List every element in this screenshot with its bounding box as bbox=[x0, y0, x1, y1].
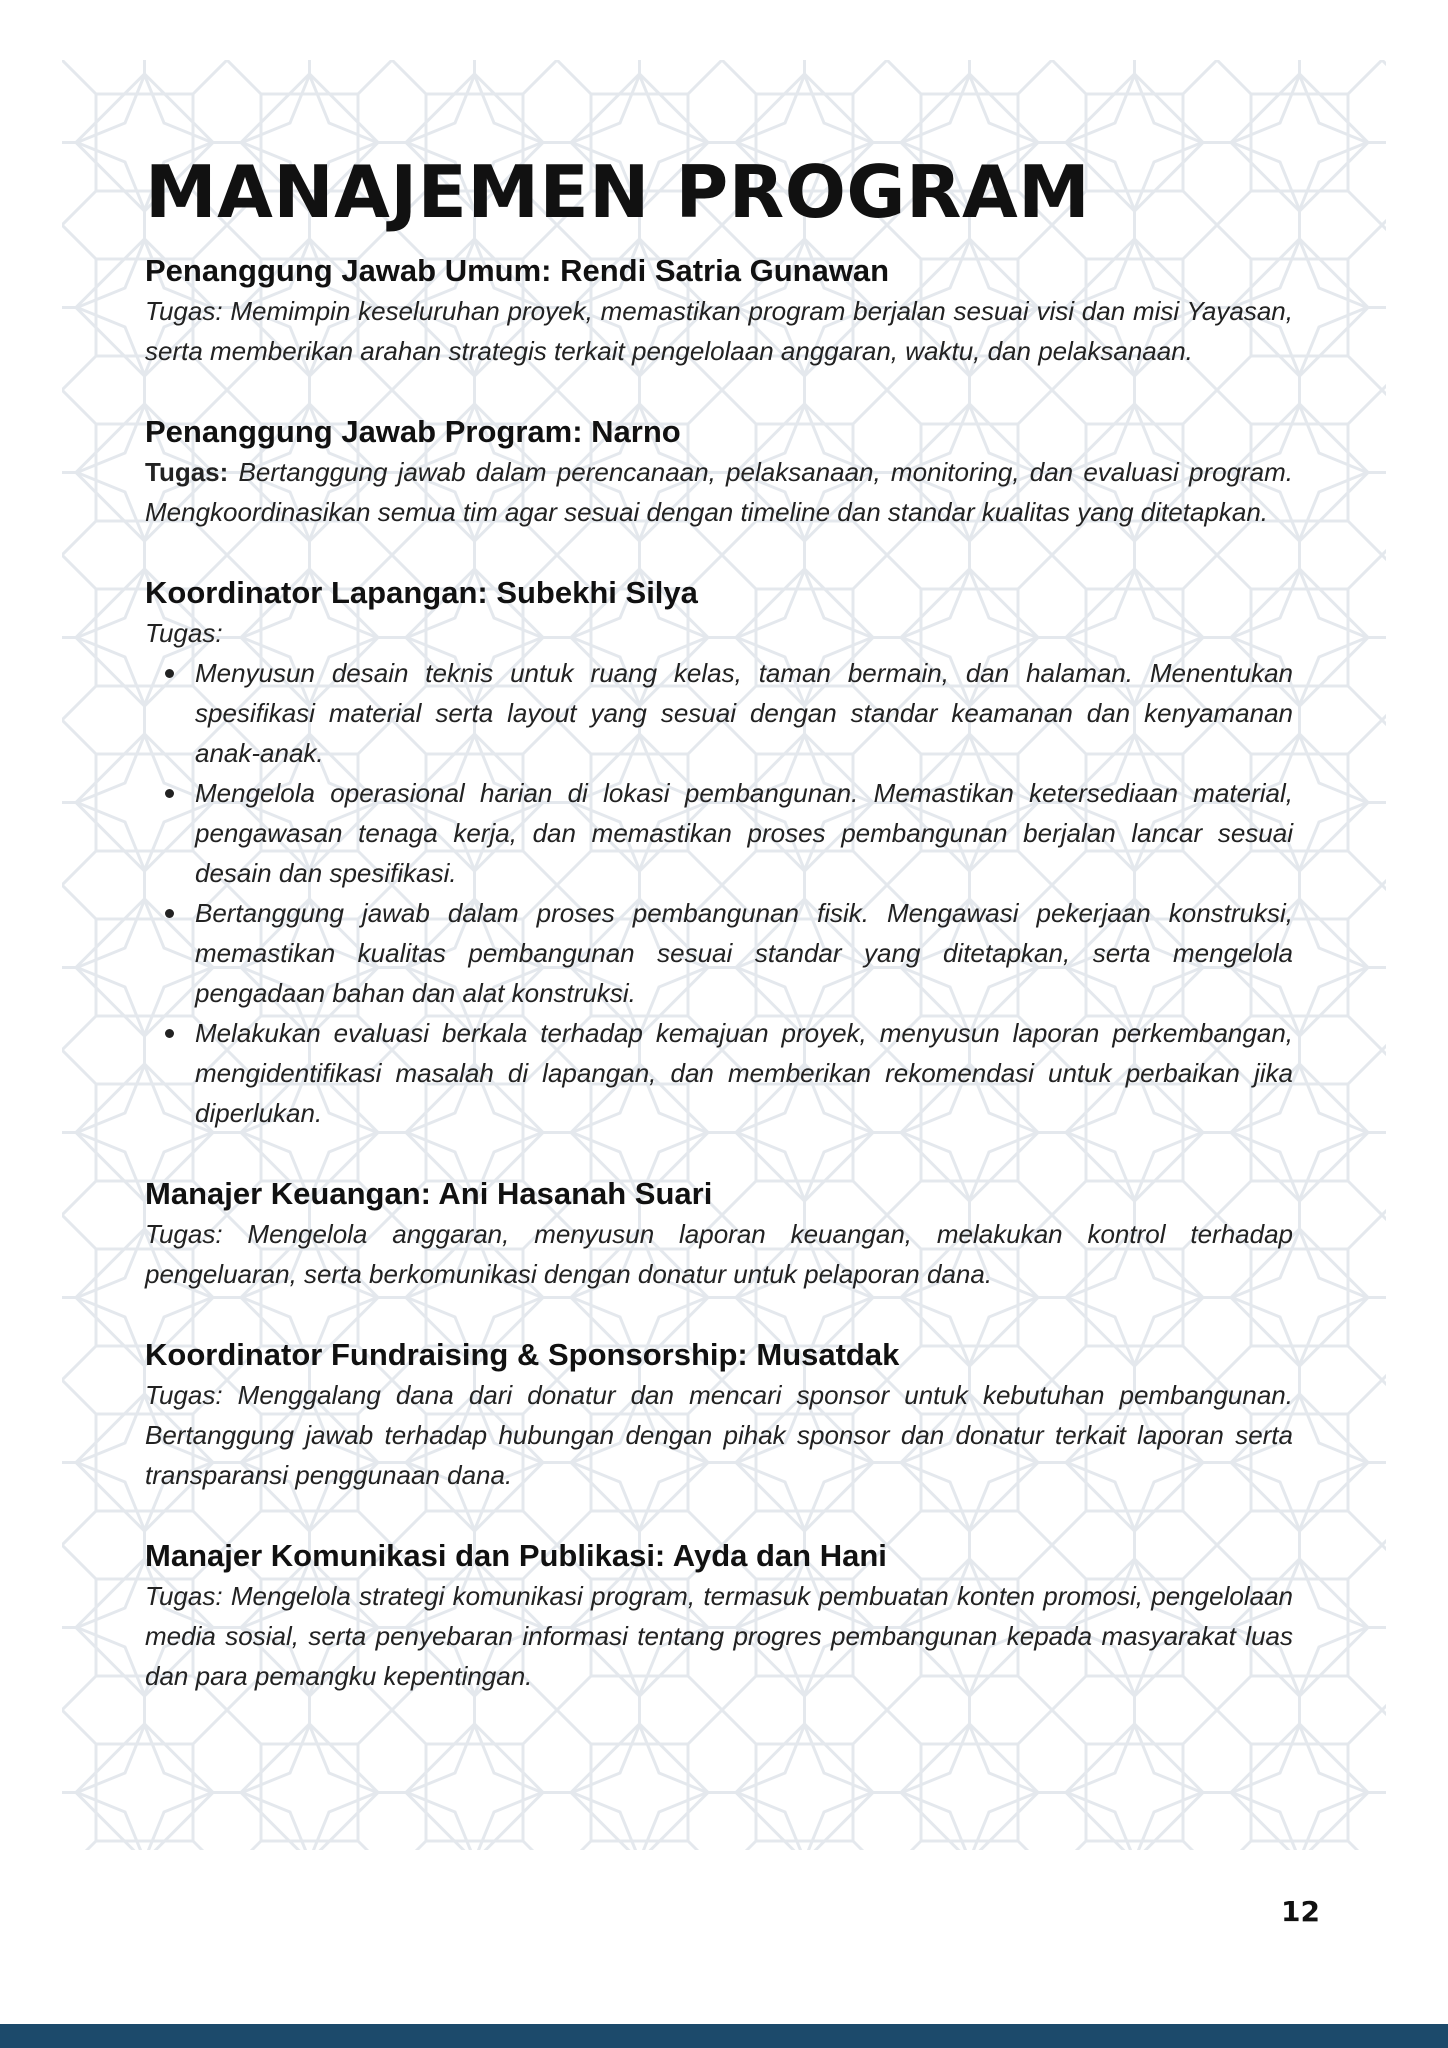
bullet-icon bbox=[165, 669, 174, 678]
role-section-fundraising bbox=[145, 1334, 1293, 1495]
bullet-icon bbox=[165, 909, 174, 918]
page-content bbox=[145, 140, 1293, 1696]
role-heading: Manajer Komunikasi dan Publikasi: Ayda dan Hani bbox=[145, 1538, 887, 1573]
list-item: Melakukan evaluasi berkala terhadap kemajuan proyek, menyusun laporan perkembangan, mengidentifikasi masalah di lapangan, dan memberikan rekomendasi untuk perbaikan jika diperlukan. bbox=[145, 1013, 1293, 1133]
role-heading: Penanggung Jawab Umum: Rendi Satria Gunawan bbox=[145, 253, 890, 288]
task-label: Tugas: bbox=[145, 1380, 223, 1410]
task-text: Memimpin keseluruhan proyek, memastikan program berjalan sesuai visi dan misi Yayasan, serta memberikan arahan strategis terkait pengelolaan anggaran, waktu, dan pelaksanaan. bbox=[145, 296, 1293, 366]
task-label: Tugas: bbox=[145, 457, 229, 487]
role-heading: Penanggung Jawab Program: Narno bbox=[145, 414, 681, 449]
task-text: Menggalang dana dari donatur dan mencari sponsor untuk kebutuhan pembangunan. Bertanggung jawab terhadap hubungan dengan pihak sponsor dan donatur terkait laporan serta transparansi penggunaan dana. bbox=[145, 1380, 1293, 1490]
role-heading: Manajer Keuangan: Ani Hasanah Suari bbox=[145, 1176, 713, 1211]
role-section-finance-manager bbox=[145, 1173, 1293, 1294]
role-heading: Koordinator Fundraising & Sponsorship: Musatdak bbox=[145, 1337, 900, 1372]
role-description bbox=[145, 1214, 1293, 1294]
task-label: Tugas: bbox=[145, 1581, 223, 1611]
bullet-icon bbox=[165, 789, 174, 798]
role-description bbox=[145, 1375, 1293, 1495]
task-label: Tugas: bbox=[145, 618, 223, 648]
role-heading: Koordinator Lapangan: Subekhi Silya bbox=[145, 575, 698, 610]
task-text: Bertanggung jawab dalam perencanaan, pelaksanaan, monitoring, dan evaluasi program. Mengkoordinasikan semua tim agar sesuai dengan timeline dan standar kualitas yang ditetapkan. bbox=[145, 457, 1293, 527]
list-item: Bertanggung jawab dalam proses pembangunan fisik. Mengawasi pekerjaan konstruksi, memastikan kualitas pembangunan sesuai standar yang ditetapkan, serta mengelola pengadaan bahan dan alat konstruksi. bbox=[145, 893, 1293, 1013]
task-label: Tugas: bbox=[145, 1219, 223, 1249]
list-item: Mengelola operasional harian di lokasi pembangunan. Memastikan ketersediaan material, pengawasan tenaga kerja, dan memastikan proses pembangunan berjalan lancar sesuai desain dan spesifikasi. bbox=[145, 773, 1293, 893]
role-section-program-lead bbox=[145, 411, 1293, 532]
page-number: 12 bbox=[1281, 1895, 1320, 1928]
role-description bbox=[145, 452, 1293, 532]
role-description bbox=[145, 291, 1293, 371]
task-list bbox=[145, 653, 1293, 1133]
role-section-general-lead bbox=[145, 250, 1293, 371]
role-description bbox=[145, 1576, 1293, 1696]
page-title: MANAJEMEN PROGRAM bbox=[145, 150, 1091, 234]
list-item: Menyusun desain teknis untuk ruang kelas, taman bermain, dan halaman. Menentukan spesifikasi material serta layout yang sesuai dengan standar keamanan dan kenyamanan anak-anak. bbox=[145, 653, 1293, 773]
bullet-icon bbox=[165, 1029, 174, 1038]
role-section-communications bbox=[145, 1535, 1293, 1696]
task-text: Mengelola anggaran, menyusun laporan keuangan, melakukan kontrol terhadap pengeluaran, serta berkomunikasi dengan donatur untuk pelaporan dana. bbox=[145, 1219, 1293, 1289]
task-label: Tugas: bbox=[145, 296, 223, 326]
footer-bar bbox=[0, 2024, 1448, 2048]
role-section-field-coordinator bbox=[145, 572, 1293, 1133]
task-text: Mengelola strategi komunikasi program, termasuk pembuatan konten promosi, pengelolaan media sosial, serta penyebaran informasi tentang progres pembangunan kepada masyarakat luas dan para pemangku kepentingan. bbox=[145, 1581, 1293, 1691]
